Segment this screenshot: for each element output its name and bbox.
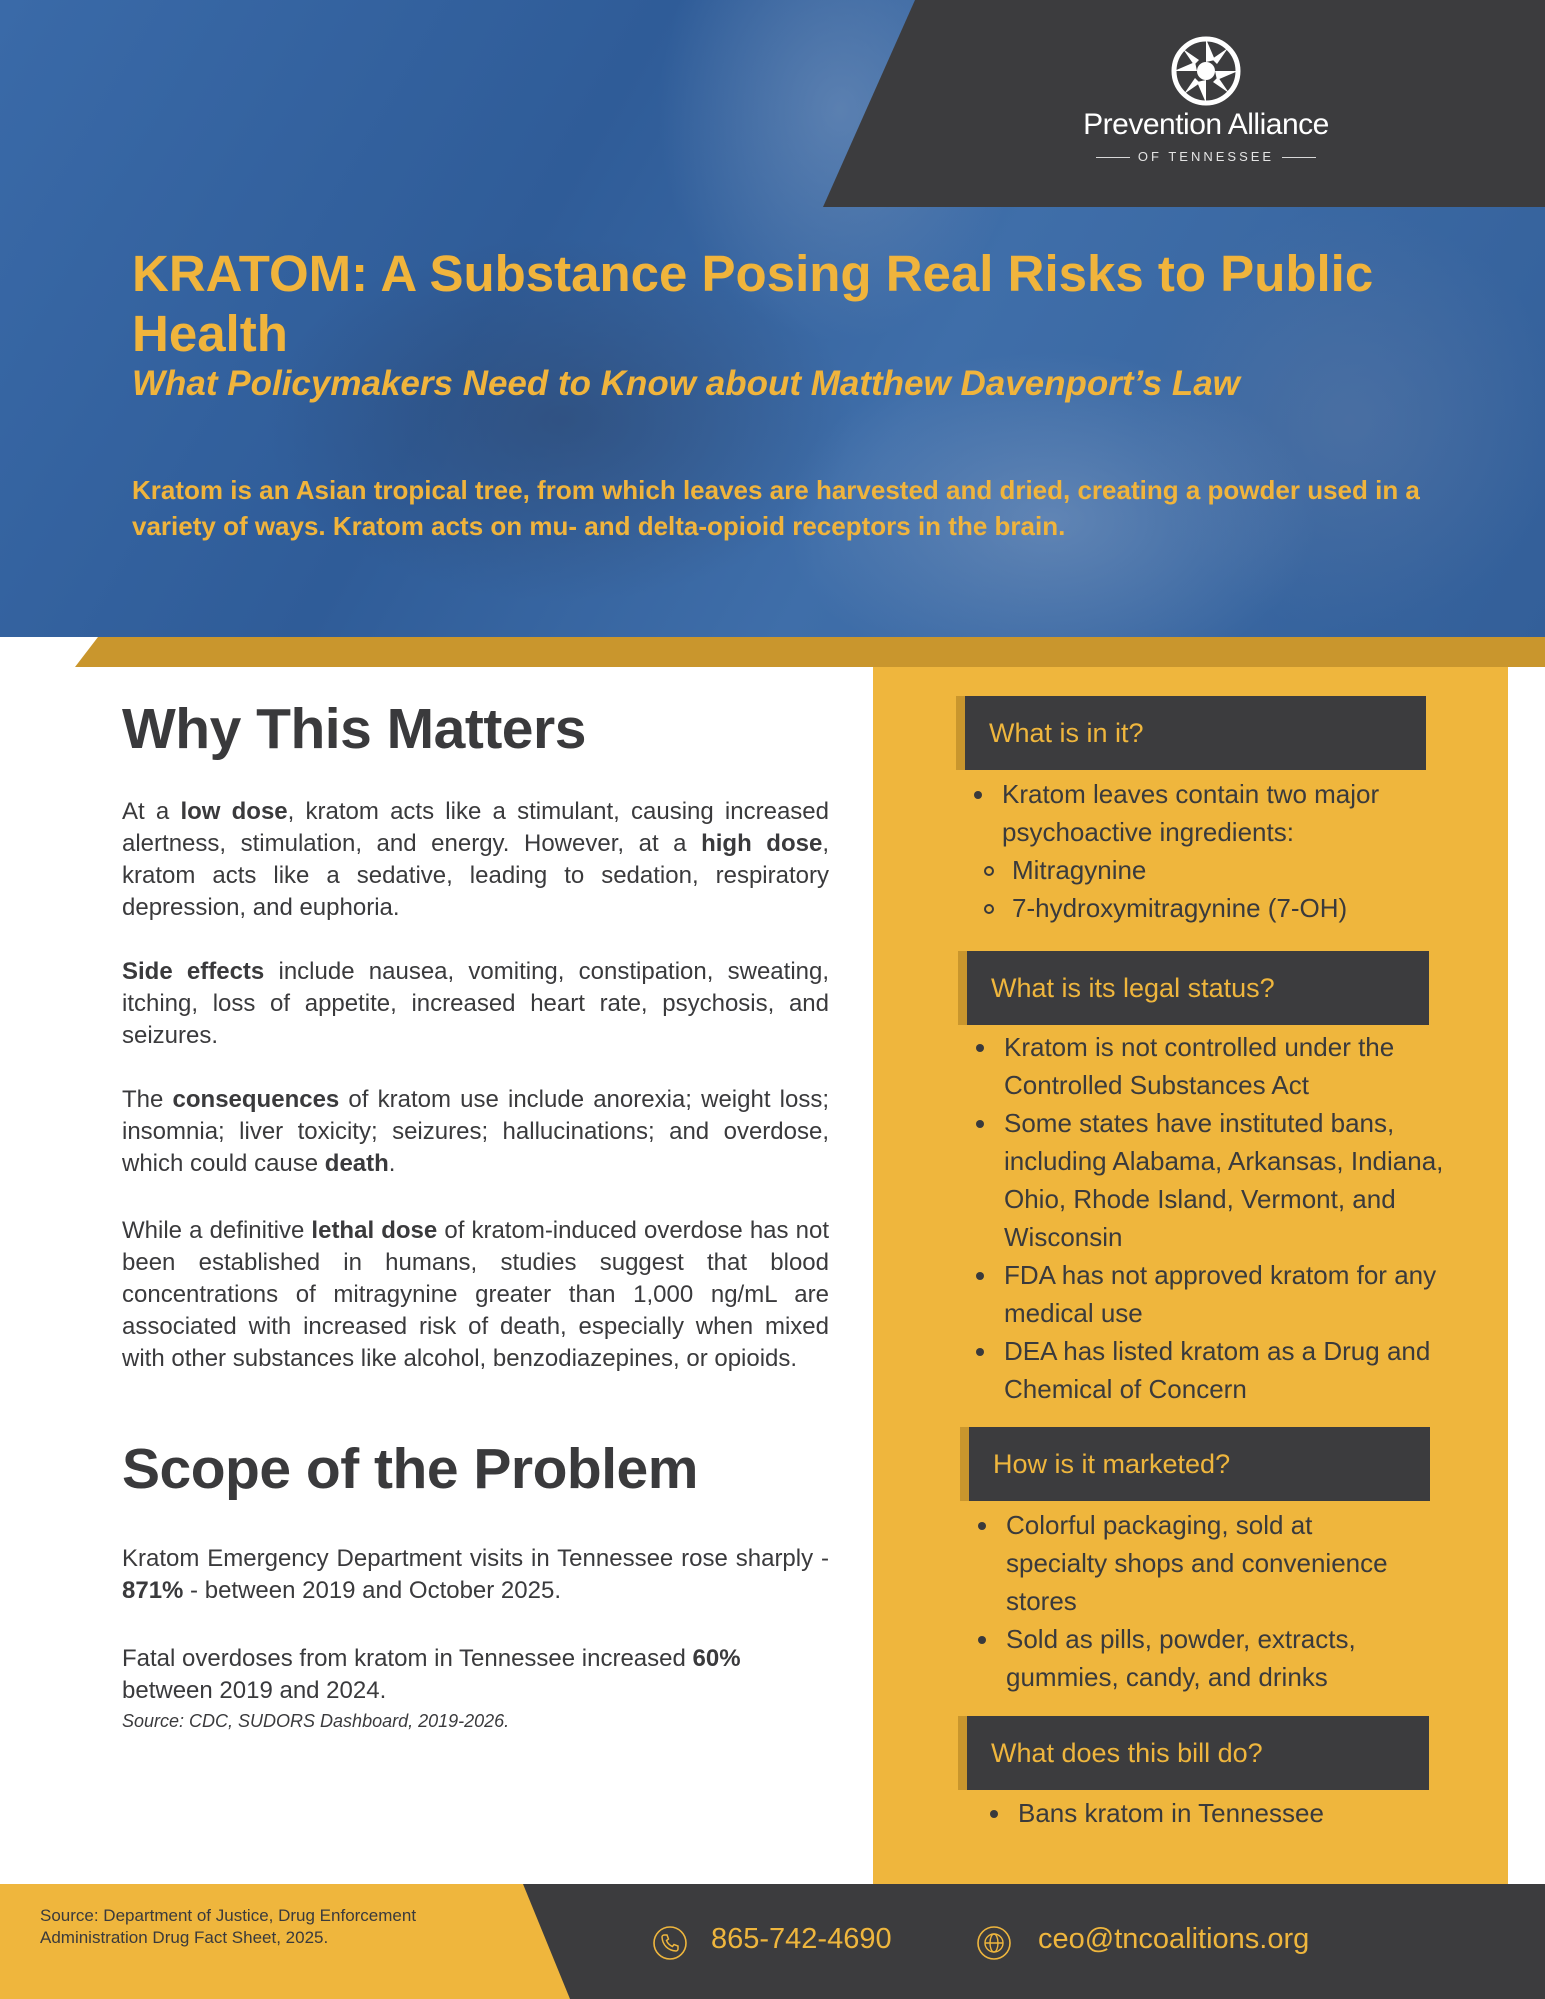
fatal-overdoses-paragraph: Fatal overdoses from kratom in Tennessee increased 60% between 2019 and 2024. bbox=[122, 1645, 741, 1704]
what-is-in-it-header: What is in it? bbox=[956, 696, 1426, 770]
bill-header: What does this bill do? bbox=[958, 1716, 1429, 1790]
globe-icon bbox=[976, 1925, 1012, 1961]
legal-status-list bbox=[970, 1028, 1446, 1408]
logo-subtitle-text: OF TENNESSEE bbox=[1137, 149, 1275, 164]
list-item: Some states have instituted bans, including Alabama, Arkansas, Indiana, Ohio, Rhode Island, Vermont, and Wisconsin bbox=[970, 1104, 1446, 1256]
page-subtitle: What Policymakers Need to Know about Matthew Davenport’s Law bbox=[132, 364, 1240, 403]
list-item: 7-hydroxymitragynine (7-OH) bbox=[934, 889, 1448, 927]
email-link[interactable]: ceo@tncoalitions.org bbox=[1038, 1923, 1310, 1955]
ed-visits-paragraph: Kratom Emergency Department visits in Tennessee rose sharply - 871% - between 2019 and October 2025. bbox=[122, 1545, 829, 1604]
phone-icon bbox=[652, 1925, 688, 1961]
ingredients-list bbox=[968, 775, 1448, 927]
intro-text: Kratom is an Asian tropical tree, from which leaves are harvested and dried, creating a powder used in a variety of ways. Kratom acts on mu- and delta-opioid receptors in the brain. bbox=[132, 475, 1420, 541]
list-item: Sold as pills, powder, extracts, gummies, candy, and drinks bbox=[972, 1620, 1412, 1696]
scope-heading: Scope of the Problem bbox=[122, 1437, 698, 1501]
phone-number-link[interactable]: 865-742-4690 bbox=[711, 1923, 892, 1955]
list-item: Kratom leaves contain two major psychoactive ingredients: bbox=[968, 775, 1448, 851]
list-item: Mitragynine bbox=[934, 851, 1448, 889]
dose-paragraph: At a low dose, kratom acts like a stimulant, causing increased alertness, stimulation, and energy. However, at a high dose, kratom acts like a sedative, leading to sedation, respiratory depression, and euphoria. bbox=[122, 798, 829, 921]
side-effects-paragraph: Side effects include nausea, vomiting, constipation, sweating, itching, loss of appetite, increased heart rate, psychosis, and seizures. bbox=[122, 958, 830, 1049]
list-item: Bans kratom in Tennessee bbox=[984, 1794, 1424, 1832]
gold-divider-strip bbox=[0, 637, 1545, 667]
marketing-list bbox=[972, 1506, 1412, 1696]
prevention-alliance-emblem-icon bbox=[1171, 36, 1241, 106]
logo-subtitle bbox=[1040, 149, 1372, 164]
consequences-paragraph: The consequences of kratom use include anorexia; weight loss; insomnia; liver toxicity; seizures; hallucinations; and overdose, which could cause death. bbox=[122, 1086, 829, 1177]
list-item: FDA has not approved kratom for any medical use bbox=[970, 1256, 1446, 1332]
why-this-matters-heading: Why This Matters bbox=[122, 697, 586, 761]
bill-list bbox=[984, 1794, 1424, 1832]
hero-banner bbox=[0, 0, 1545, 637]
lethal-dose-paragraph: While a definitive lethal dose of kratom-induced overdose has not been established in humans, studies suggest that blood concentrations of mitragynine greater than 1,000 ng/mL are associated with increased risk of death, especially when mixed with other substances like alcohol, benzodiazepines, or opioids. bbox=[122, 1217, 829, 1372]
scope-source: Source: CDC, SUDORS Dashboard, 2019-2026. bbox=[122, 1711, 510, 1731]
footer-source: Source: Department of Justice, Drug Enforcement Administration Drug Fact Sheet, 2025. bbox=[40, 1906, 417, 1947]
logo-backdrop bbox=[0, 0, 1545, 207]
list-item: DEA has listed kratom as a Drug and Chemical of Concern bbox=[970, 1332, 1446, 1408]
legal-status-header: What is its legal status? bbox=[958, 951, 1429, 1025]
page-title: KRATOM: A Substance Posing Real Risks to Public Health bbox=[132, 245, 1374, 362]
marketing-header: How is it marketed? bbox=[960, 1427, 1430, 1501]
list-item: Kratom is not controlled under the Controlled Substances Act bbox=[970, 1028, 1446, 1104]
logo-name: Prevention Alliance bbox=[1083, 108, 1329, 141]
list-item: Colorful packaging, sold at specialty shops and convenience stores bbox=[972, 1506, 1412, 1620]
